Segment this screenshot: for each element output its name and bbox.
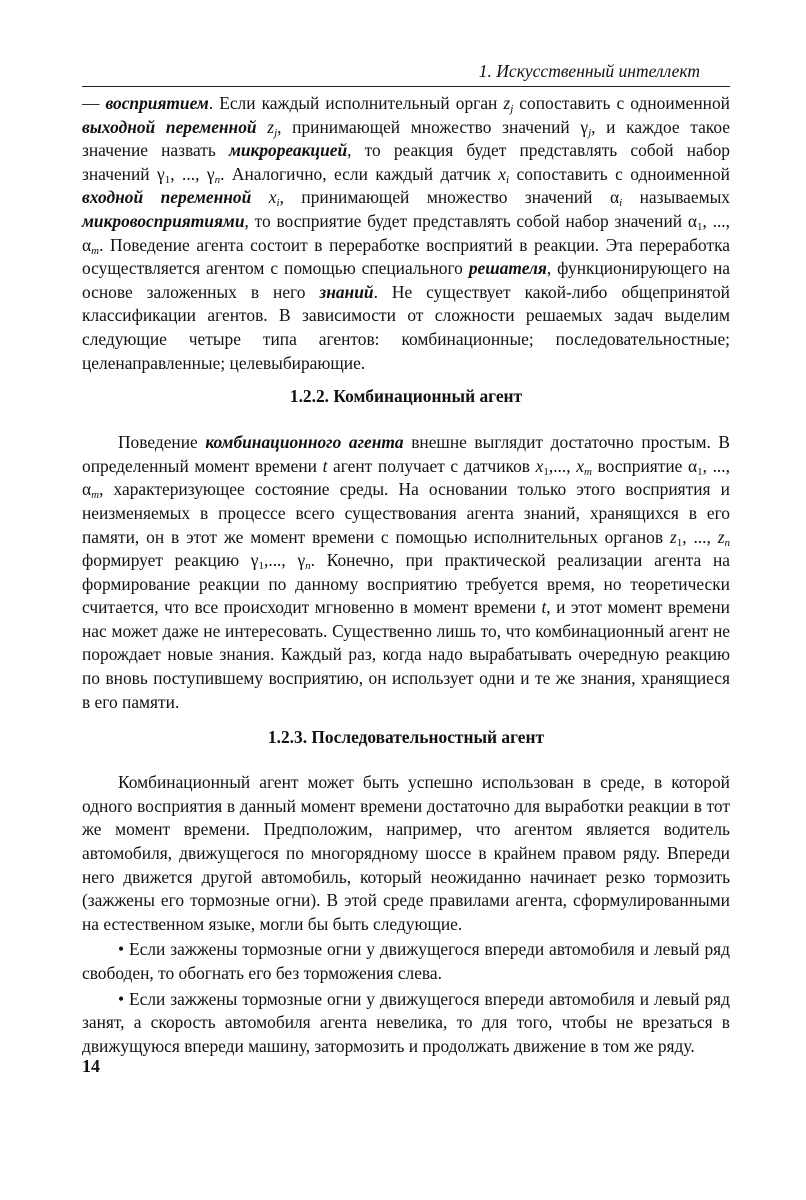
running-head: 1. Искусственный интеллект — [478, 61, 700, 81]
page-number: 14 — [82, 1056, 100, 1076]
bullet-item-left-lane-busy: • Если зажжены тормозные огни у движущегося впереди автомобиля и левый ряд занят, а скорость автомобиля агента невелика, то для того, чтобы не врезаться в движущуюся впереди машину, затормозить и продолжать движение в том же ряду. — [82, 988, 730, 1056]
term-knowledge: знаний — [319, 281, 374, 302]
combinational-agent-paragraph: Поведение комбинационного агента внешне выглядит достаточно простым. В определенный момент времени t агент получает с датчиков $x_1$,..., $x_m$ восприятие $\alpha_1$, ..., $\alpha_m$, характеризующее состояние среды. На основании только этого восприятия и неизменяемых в процессе всего существования агента знаний, хранящихся в его памяти, он в этот же момент времени с помощью исполнительных органов $z_1$, ..., $z_n$ формирует реакцию $\gamma_1$,..., $\gamma_n$. Конечно, при практической реализации агента на формирование реакции по данному восприятию требуется время, но теоретически считается, что все происходит мгновенно в момент времени t, и этот момент времени нас может даже не интересовать. Существенно лишь то, что комбинационный агент не порождает новые знания. Каждый раз, когда надо вырабатывать очередную реакцию по вновь поступившему восприятию, он использует одни и те же знания, хранящиеся в его памяти. — [82, 432, 730, 712]
term-solver: решателя — [468, 258, 547, 279]
term-output-variable: выходной переменной — [82, 116, 257, 137]
section-heading-combinational-agent: 1.2.2. Комбинационный агент — [289, 386, 523, 407]
term-microperceptions: микровосприятиями — [82, 210, 245, 231]
section-heading-sequential-agent: 1.2.3. Последовательностный агент — [267, 727, 545, 748]
term-input-variable: входной переменной — [82, 187, 252, 208]
term-combinational-agent: комбинационного агента — [205, 432, 404, 453]
book-page — [82, 60, 730, 1160]
sequential-agent-paragraph: Комбинационный агент может быть успешно использован в среде, в которой одного восприятия в данный момент времени достаточно для выработки реакции в тот же момент времени. Предположим, например, что агентом является водитель автомобиля, движущегося по многорядному шоссе в крайнем правом ряду. Впереди него движется другой автомобиль, который неожиданно начинает резко тормозить (зажжены его тормозные огни). В этой среде правилами агента, сформулированными на естественном языке, могли бы быть следующие. — [82, 772, 730, 934]
intro-paragraph: — восприятием. Если каждый исполнительный орган $z_j$ сопоставить с одноименной выходной переменной $z_j$, принимающей множество значений $\gamma_j$, и каждое такое значение назвать микрореакцией, то реакция будет представлять собой набор значений $\gamma_1$, ..., $\gamma_n$. Аналогично, если каждый датчик $x_i$ сопоставить с одноименной входной переменной $x_i$, принимающей множество значений $\alpha_i$ называемых микровосприятиями, то восприятие будет представлять собой набор значений $\alpha_1$, ..., $\alpha_m$. Поведение агента состоит в переработке восприятий в реакции. Эта переработка осуществляется агентом с помощью специального решателя, функционирующего на основе заложенных в него знаний. Не существует какой-либо общепринятой классификации агентов. В зависимости от сложности решаемых задач выделим следующие четыре типа агентов: комбинационные; последовательностные; целенаправленные; целевыбирающие. — [82, 93, 731, 373]
term-microreaction: микрореакцией — [228, 140, 348, 161]
term-perception: восприятием — [105, 93, 209, 113]
header-rule — [82, 86, 730, 87]
bullet-item-left-lane-free: • Если зажжены тормозные огни у движущегося впереди автомобиля и левый ряд свободен, то обогнать его без торможения слева. — [82, 939, 730, 983]
